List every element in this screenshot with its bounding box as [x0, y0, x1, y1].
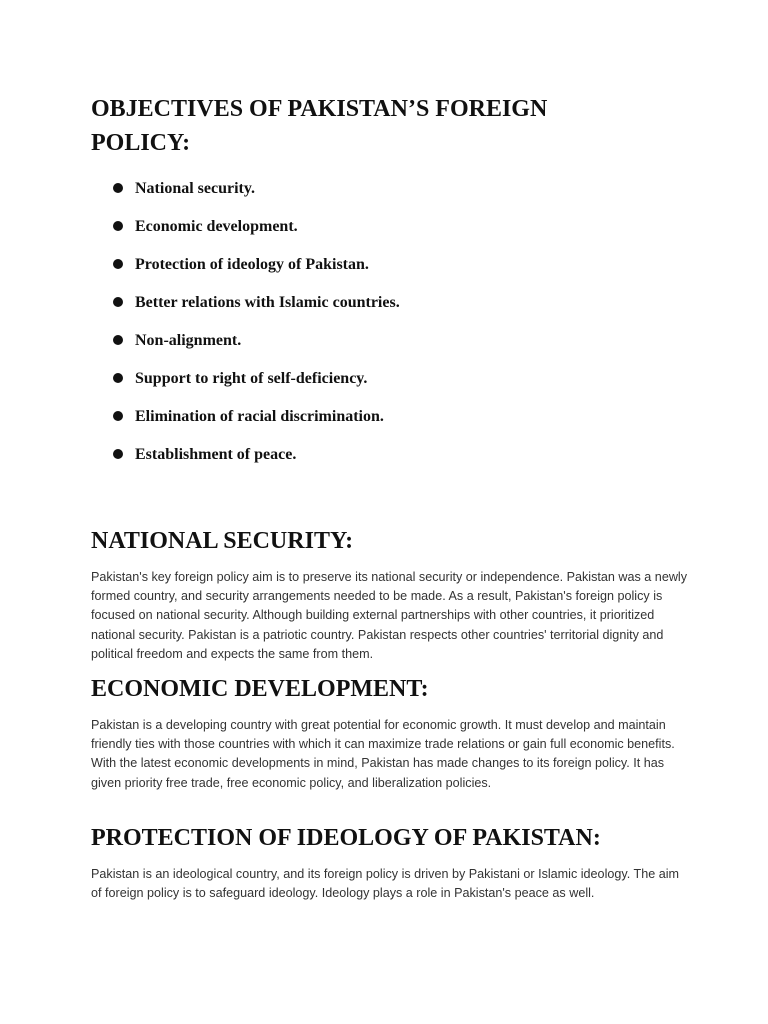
list-item-text: Support to right of self-deficiency.	[135, 370, 368, 387]
objectives-list	[113, 179, 633, 483]
bullet-icon	[113, 411, 123, 421]
bullet-icon	[113, 335, 123, 345]
list-item-text: Better relations with Islamic countries.	[135, 294, 400, 311]
bullet-icon	[113, 373, 123, 383]
section-heading-economic-development: ECONOMIC DEVELOPMENT:	[91, 676, 429, 702]
list-item-text: Protection of ideology of Pakistan.	[135, 256, 369, 273]
list-item-text: National security.	[135, 180, 255, 197]
section-heading-national-security: NATIONAL SECURITY:	[91, 528, 354, 554]
section-body-economic-development: Pakistan is a developing country with great potential for economic growth. It must develop and maintain friendly ties with those countries with which it can maximize trade relations or gain full economic benefits. With the latest economic developments in mind, Pakistan has made changes to its foreign policy. It has given priority free trade, free economic policy, and liberalization policies.	[91, 718, 675, 790]
list-item	[113, 369, 633, 407]
list-item	[113, 179, 633, 217]
list-item	[113, 407, 633, 445]
list-item-text: Establishment of peace.	[135, 446, 297, 463]
list-item-text: Economic development.	[135, 218, 298, 235]
section-body-national-security: Pakistan's key foreign policy aim is to preserve its national security or independence. Pakistan was a newly formed country, and security arrangements needed to be made. As a result, Pakistan's foreign policy is focused on national security. Although building external partnerships with other countries, it prioritized national security. Pakistan is a patriotic country. Pakistan respects other countries' territorial dignity and political freedom and expects the same from them.	[91, 570, 688, 661]
section-heading-protection-of-ideology: PROTECTION OF IDEOLOGY OF PAKISTAN:	[91, 825, 601, 851]
page-title: OBJECTIVES OF PAKISTAN’S FOREIGN POLICY:	[91, 96, 548, 156]
bullet-icon	[113, 297, 123, 307]
list-item	[113, 217, 633, 255]
section-body-protection-of-ideology: Pakistan is an ideological country, and its foreign policy is driven by Pakistani or Islamic ideology. The aim of foreign policy is to safeguard ideology. Ideology plays a role in Pakistan's peace as well.	[91, 867, 679, 901]
list-item	[113, 445, 633, 483]
list-item-text: Elimination of racial discrimination.	[135, 408, 384, 425]
bullet-icon	[113, 259, 123, 269]
list-item	[113, 255, 633, 293]
bullet-icon	[113, 449, 123, 459]
list-item-text: Non-alignment.	[135, 332, 242, 349]
list-item	[113, 331, 633, 369]
bullet-icon	[113, 221, 123, 231]
bullet-icon	[113, 183, 123, 193]
list-item	[113, 293, 633, 331]
